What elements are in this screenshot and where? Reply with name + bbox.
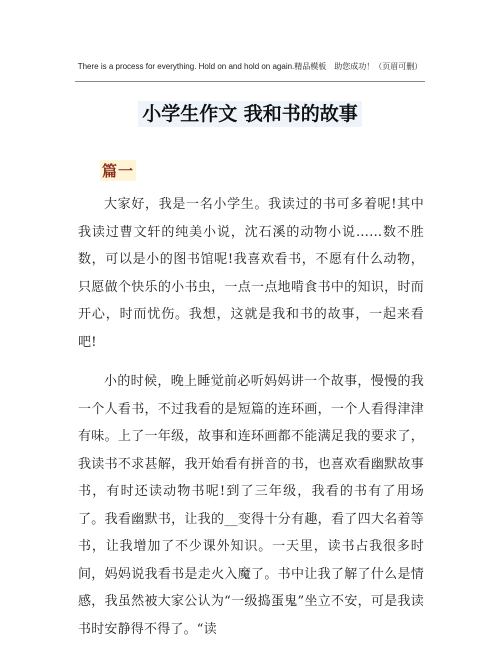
document-body	[78, 191, 424, 655]
document-title-text: 小学生作文 我和书的故事	[138, 101, 362, 127]
paragraph: 大家好，我是一名小学生。我读过的书可多着呢!其中我读过曹文轩的纯美小说，沈石溪的动物小说……数不胜数，可以是小的图书馆呢!我喜欢看书，不愿有什么动物，只愿做个快乐的小书虫，一点一点地啃食书中的知识，时而开心，时而忧伤。我想，这就是我和书的故事，一起来看吧!	[78, 197, 424, 350]
section-heading: 篇一	[102, 162, 135, 180]
document-title	[0, 99, 500, 126]
page-header-tagline: There is a process for everything. Hold on and hold on again.精品模板 助您成功！（页眉可删）	[77, 62, 423, 71]
header-divider	[75, 81, 425, 82]
paragraph: 小的时候，晚上睡觉前必听妈妈讲一个故事，慢慢的我一个人看书，不过我看的是短篇的连环画，一个人看得津津有味。上了一年级，故事和连环画都不能满足我的要求了，我读书不求甚解，我开始看有拼音的书，也喜欢看幽默故事书，有时还读动物书呢!到了三年级，我看的书有了用场了。我看幽默书，让我的__变得十分有趣，看了四大名着等书，让我增加了不少课外知识。一天里，读书占我很多时间，妈妈说我看书是走火入魔了。书中让我了解了什么是情感，我虽然被大家公认为“一级捣蛋鬼”坐立不安，可是我读书时安静得不得了。“读	[78, 374, 424, 637]
